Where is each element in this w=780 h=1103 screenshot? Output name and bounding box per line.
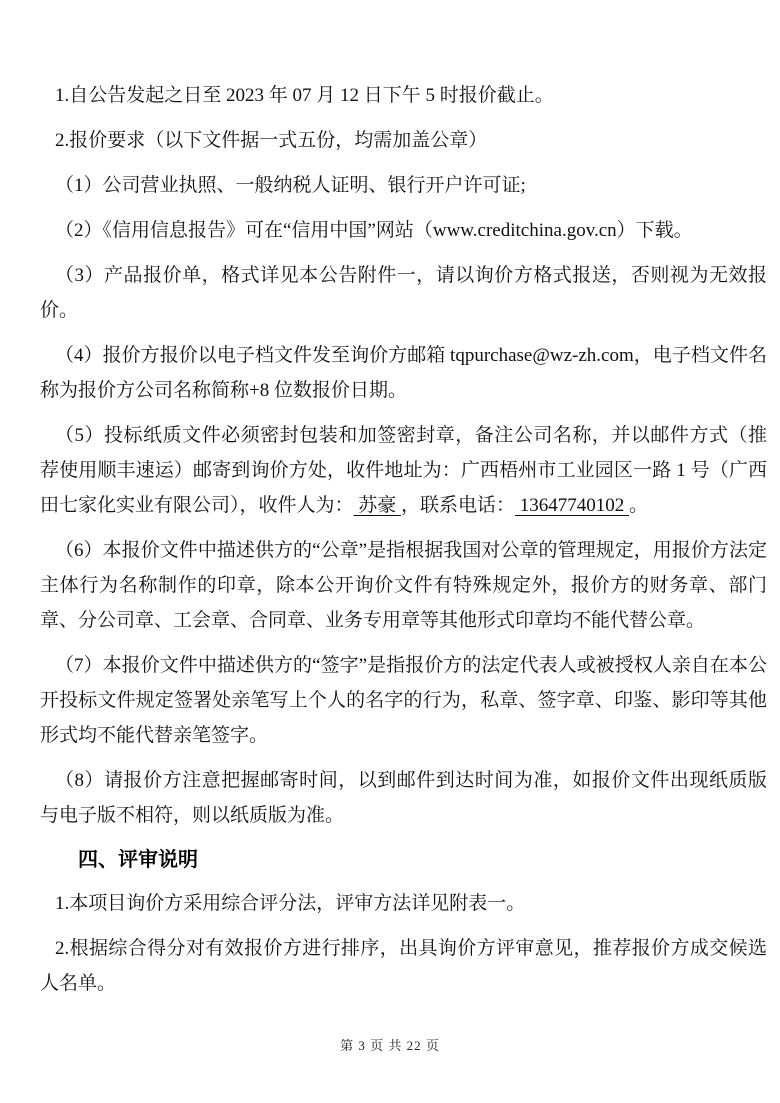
paragraph (40, 648, 767, 753)
paragraph (40, 418, 767, 523)
text-run: ，联系电话： (401, 495, 516, 516)
text-run: 四、评审说明 (78, 849, 198, 871)
paragraph (40, 763, 767, 833)
text-run: 1.自公告发起之日至 2023 年 07 月 12 日下午 5 时报价截止。 (55, 85, 554, 106)
paragraph (40, 78, 767, 113)
text-run: （8）请报价方注意把握邮寄时间，以到邮件到达时间为准，如报价文件出现纸质版与电子版不相符，则以纸质版为准。 (40, 770, 767, 826)
paragraph (40, 123, 767, 158)
paragraph (40, 533, 767, 638)
paragraph (40, 213, 767, 248)
text-run: 1.本项目询价方采用综合评分法，评审方法详见附表一。 (55, 893, 526, 914)
text-run: （3）产品报价单，格式详见本公告附件一，请以询价方格式报送，否则视为无效报价。 (40, 265, 767, 321)
text-run: （6）本报价文件中描述供方的“公章”是指根据我国对公章的管理规定，用报价方法定主体行为名称制作的印章，除本公开询价文件有特殊规定外，报价方的财务章、部门章、分公司章、工会章、合同章、业务专用章等其他形式印章均不能代替公章。 (40, 540, 767, 631)
underlined-text-run: 13647740102 (515, 495, 630, 516)
text-run: 2.报价要求（以下文件据一式五份，均需加盖公章） (55, 130, 488, 151)
underlined-text-run: 苏豪 (353, 495, 402, 516)
text-run: 2.根据综合得分对有效报价方进行排序，出具询价方评审意见，推荐报价方成交候选人名单。 (40, 938, 767, 994)
text-run: （7）本报价文件中描述供方的“签字”是指报价方的法定代表人或被授权人亲自在本公开投标文件规定签署处亲笔写上个人的名字的行为，私章、签字章、印鉴、影印等其他形式均不能代替亲笔签字。 (40, 655, 767, 746)
text-run: （4）报价方报价以电子档文件发至询价方邮箱 tqpurchase@wz-zh.com，电子档文件名称为报价方公司名称简称+8 位数报价日期。 (40, 345, 767, 401)
paragraph (40, 886, 767, 921)
paragraph (40, 338, 767, 408)
document-body (40, 78, 767, 1011)
paragraph (40, 168, 767, 203)
page-footer: 第 3 页 共 22 页 (340, 1038, 440, 1053)
paragraph (40, 258, 767, 328)
text-run: （1）公司营业执照、一般纳税人证明、银行开户许可证; (55, 175, 526, 196)
section-heading (40, 843, 767, 878)
text-run: （5）投标纸质文件必须密封包装和加签密封章，备注公司名称，并以邮件方式（推荐使用顺丰速运）邮寄到询价方处，收件地址为：广西梧州市工业园区一路 1 号（广西田七家化实业有限公司），收件人为： (40, 425, 767, 516)
paragraph (40, 931, 767, 1001)
text-run: 。 (629, 495, 649, 516)
text-run: （2）《信用信息报告》可在“信用中国”网站（www.creditchina.gov.cn）下载。 (55, 220, 693, 241)
